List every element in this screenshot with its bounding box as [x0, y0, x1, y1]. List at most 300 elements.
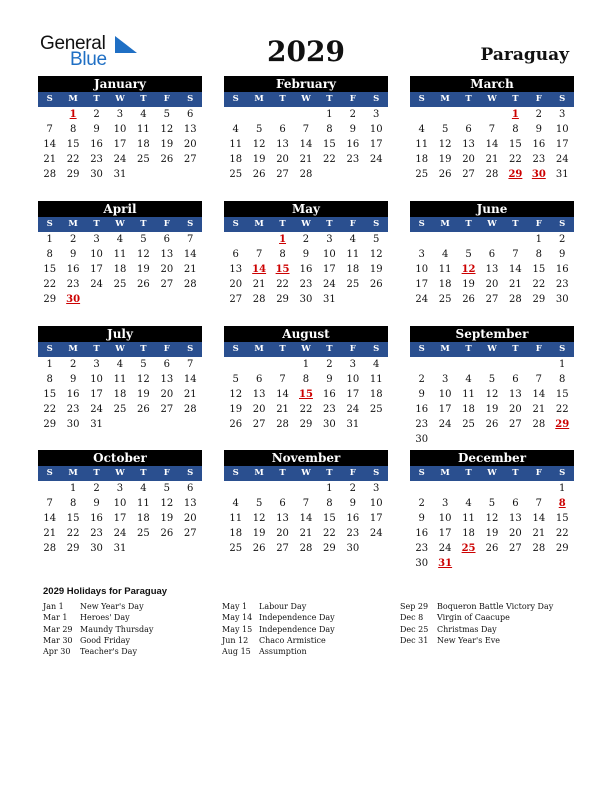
day-grid — [38, 357, 202, 432]
weekday-label: T — [279, 468, 286, 478]
day: 12 — [369, 249, 383, 260]
weekday-label: M — [254, 94, 264, 104]
day: 3 — [116, 109, 124, 120]
weekday-label: M — [68, 94, 78, 104]
day: 28 — [276, 419, 289, 430]
holiday-date: Sep 29 — [400, 602, 429, 611]
day: 21 — [276, 404, 289, 415]
day: 3 — [373, 483, 380, 494]
day: 22 — [66, 154, 80, 165]
day: 23 — [555, 279, 569, 290]
day: 14 — [485, 139, 499, 150]
weekday-label: W — [301, 94, 311, 104]
day: 27 — [160, 404, 174, 415]
weekday-label: T — [465, 468, 472, 478]
day: 4 — [232, 498, 239, 509]
day: 21 — [43, 154, 57, 165]
day: 3 — [441, 374, 449, 385]
empty-day — [247, 232, 270, 247]
day: 22 — [555, 528, 569, 539]
day: 17 — [90, 389, 103, 400]
holiday-day: 8 — [558, 498, 566, 509]
day: 9 — [349, 124, 356, 135]
day: 7 — [302, 498, 310, 509]
empty-day — [433, 481, 456, 496]
day: 18 — [438, 279, 452, 290]
day: 29 — [323, 543, 336, 554]
day: 9 — [93, 498, 100, 509]
day: 7 — [187, 234, 194, 245]
holiday-date: Apr 30 — [43, 647, 71, 657]
day: 15 — [555, 513, 569, 524]
day: 29 — [532, 294, 546, 305]
day: 28 — [252, 294, 266, 305]
weekday-label: M — [68, 344, 78, 354]
day: 22 — [323, 154, 336, 165]
day: 1 — [326, 483, 333, 494]
day: 6 — [279, 124, 286, 135]
day: 16 — [415, 528, 429, 539]
day: 2 — [349, 109, 356, 120]
weekday-label: S — [418, 94, 425, 104]
empty-day — [224, 107, 247, 122]
holiday-row — [222, 624, 392, 635]
country-title: Paraguay — [480, 45, 569, 65]
weekday-label: S — [187, 94, 194, 104]
holiday-day: 15 — [275, 264, 290, 275]
day: 31 — [555, 169, 569, 180]
day: 7 — [255, 249, 263, 260]
day: 9 — [69, 249, 77, 260]
holiday-row — [222, 601, 392, 612]
day: 25 — [438, 294, 452, 305]
holiday-row — [43, 624, 213, 635]
day: 1 — [559, 359, 566, 370]
day: 23 — [299, 279, 313, 290]
weekday-header — [38, 342, 202, 357]
weekday-label: F — [349, 344, 356, 354]
day: 5 — [441, 124, 449, 135]
holiday-date: Aug 15 — [222, 647, 251, 657]
day: 25 — [229, 543, 243, 554]
day-grid — [224, 107, 388, 182]
weekday-label: M — [68, 219, 78, 229]
day: 13 — [462, 139, 475, 150]
day: 12 — [160, 124, 174, 135]
day: 18 — [229, 154, 243, 165]
day: 11 — [462, 389, 475, 400]
day: 20 — [276, 528, 289, 539]
weekday-label: F — [535, 468, 542, 478]
day: 16 — [555, 264, 569, 275]
day: 18 — [113, 389, 127, 400]
weekday-label: T — [465, 94, 472, 104]
empty-day — [224, 481, 247, 496]
day: 4 — [373, 359, 380, 370]
weekday-label: F — [163, 344, 170, 354]
day: 9 — [418, 389, 425, 400]
holiday-date: Dec 31 — [400, 635, 429, 645]
holiday-row — [400, 624, 570, 635]
day: 24 — [323, 279, 336, 290]
day: 2 — [418, 498, 425, 509]
day: 10 — [323, 249, 336, 260]
day: 28 — [532, 543, 546, 554]
holiday-day: 1 — [69, 109, 77, 120]
day: 20 — [183, 513, 197, 524]
holiday-day: 30 — [66, 294, 81, 305]
weekday-label: W — [115, 219, 125, 229]
weekday-label: W — [487, 94, 497, 104]
day: 24 — [369, 528, 383, 539]
day: 1 — [46, 234, 53, 245]
day: 10 — [90, 374, 103, 385]
day: 16 — [346, 513, 360, 524]
weekday-label: S — [559, 344, 566, 354]
weekday-label: M — [440, 94, 450, 104]
day: 28 — [509, 294, 522, 305]
weekday-label: S — [418, 468, 425, 478]
day: 15 — [323, 513, 336, 524]
weekday-label: T — [93, 219, 100, 229]
day-grid — [38, 481, 202, 556]
holiday-day: 29 — [555, 419, 570, 430]
weekday-label: T — [93, 468, 100, 478]
day: 12 — [160, 498, 174, 509]
day: 28 — [485, 169, 499, 180]
day: 15 — [43, 389, 57, 400]
month-august — [224, 326, 388, 432]
day: 2 — [69, 234, 77, 245]
day: 5 — [488, 498, 496, 509]
day: 28 — [532, 419, 546, 430]
day: 5 — [373, 234, 380, 245]
day: 13 — [276, 139, 289, 150]
day: 12 — [137, 374, 150, 385]
empty-day — [410, 481, 433, 496]
weekday-label: F — [535, 94, 542, 104]
holiday-date: Jan 1 — [43, 602, 64, 611]
month-june — [410, 201, 574, 307]
month-title: April — [38, 201, 202, 217]
day: 9 — [69, 374, 77, 385]
day: 7 — [187, 359, 194, 370]
day: 17 — [346, 389, 360, 400]
month-title: May — [224, 201, 388, 217]
day: 7 — [535, 374, 542, 385]
weekday-label: M — [254, 219, 264, 229]
day: 30 — [323, 419, 336, 430]
day: 12 — [137, 249, 150, 260]
day: 16 — [66, 264, 80, 275]
day: 27 — [183, 528, 197, 539]
holiday-name: Boqueron Battle Victory Day — [437, 602, 554, 611]
day: 26 — [485, 419, 499, 430]
day-grid — [224, 481, 388, 556]
day: 14 — [276, 389, 289, 400]
day: 4 — [140, 109, 147, 120]
day: 16 — [346, 139, 360, 150]
empty-day — [294, 107, 317, 122]
day: 23 — [90, 528, 103, 539]
day: 28 — [183, 279, 197, 290]
month-july — [38, 326, 202, 432]
day: 11 — [438, 264, 452, 275]
weekday-label: W — [301, 468, 311, 478]
weekday-label: M — [254, 468, 264, 478]
day: 19 — [462, 279, 475, 290]
day-grid — [38, 107, 202, 182]
day: 20 — [160, 264, 174, 275]
day-grid — [410, 481, 574, 571]
empty-day — [457, 107, 480, 122]
day: 31 — [346, 419, 360, 430]
day: 29 — [66, 543, 80, 554]
day: 21 — [299, 528, 313, 539]
day: 11 — [113, 374, 127, 385]
day: 11 — [113, 249, 127, 260]
holiday-name: Heroes' Day — [80, 613, 130, 623]
holiday-day: 1 — [279, 234, 287, 245]
weekday-label: S — [418, 219, 425, 229]
day: 3 — [559, 109, 566, 120]
day: 25 — [415, 169, 429, 180]
day: 15 — [43, 264, 57, 275]
weekday-label: S — [46, 94, 53, 104]
holiday-day: 31 — [438, 558, 453, 569]
day: 3 — [441, 498, 449, 509]
day: 6 — [512, 498, 519, 509]
day: 25 — [462, 419, 475, 430]
day: 27 — [276, 543, 289, 554]
day: 6 — [163, 234, 170, 245]
weekday-label: S — [373, 344, 380, 354]
empty-day — [504, 481, 527, 496]
day: 9 — [349, 498, 356, 509]
weekday-label: T — [326, 219, 333, 229]
day: 25 — [113, 279, 127, 290]
day: 23 — [346, 154, 360, 165]
empty-day — [38, 107, 61, 122]
day: 29 — [43, 294, 57, 305]
weekday-label: T — [279, 219, 286, 229]
weekday-label: W — [115, 468, 125, 478]
day: 11 — [137, 498, 150, 509]
day: 8 — [512, 124, 519, 135]
weekday-header — [224, 92, 388, 107]
day: 8 — [46, 374, 53, 385]
weekday-header — [38, 466, 202, 481]
day: 7 — [535, 498, 542, 509]
day: 6 — [465, 124, 472, 135]
day: 20 — [462, 154, 475, 165]
day: 25 — [229, 169, 243, 180]
day: 25 — [346, 279, 360, 290]
empty-day — [38, 481, 61, 496]
day: 23 — [90, 154, 103, 165]
day: 4 — [232, 124, 239, 135]
day: 6 — [187, 483, 194, 494]
day: 11 — [137, 124, 150, 135]
day: 23 — [346, 528, 360, 539]
month-november — [224, 450, 388, 556]
weekday-label: M — [440, 219, 450, 229]
weekday-label: S — [46, 219, 53, 229]
day: 21 — [532, 528, 546, 539]
day: 30 — [415, 434, 429, 445]
day: 26 — [137, 279, 150, 290]
day: 9 — [93, 124, 100, 135]
day: 16 — [90, 139, 103, 150]
empty-day — [224, 232, 247, 247]
weekday-header — [410, 92, 574, 107]
weekday-label: F — [349, 468, 356, 478]
empty-day — [247, 107, 270, 122]
day: 28 — [299, 169, 313, 180]
weekday-label: T — [140, 94, 147, 104]
holiday-date: May 14 — [222, 613, 253, 623]
empty-day — [527, 357, 550, 372]
day: 6 — [488, 249, 496, 260]
day: 13 — [509, 389, 522, 400]
weekday-label: M — [440, 344, 450, 354]
day: 9 — [418, 513, 425, 524]
weekday-label: W — [301, 219, 311, 229]
day: 21 — [532, 404, 546, 415]
weekday-label: T — [279, 344, 286, 354]
empty-day — [271, 107, 294, 122]
day: 30 — [346, 543, 360, 554]
day: 8 — [46, 249, 53, 260]
day: 31 — [323, 294, 336, 305]
day: 10 — [113, 498, 127, 509]
day: 8 — [279, 249, 286, 260]
day: 6 — [512, 374, 519, 385]
logo-text-blue: Blue — [70, 49, 107, 70]
empty-day — [433, 107, 456, 122]
weekday-label: F — [349, 219, 356, 229]
day: 20 — [276, 154, 289, 165]
weekday-label: F — [535, 219, 542, 229]
holiday-name: New Year's Day — [80, 602, 144, 611]
weekday-label: T — [512, 344, 519, 354]
holiday-row — [222, 612, 392, 623]
weekday-label: S — [373, 219, 380, 229]
day: 9 — [326, 374, 333, 385]
holiday-row — [222, 635, 392, 646]
day: 26 — [462, 294, 475, 305]
holiday-name: Virgin of Caacupe — [437, 613, 510, 623]
holiday-name: Teacher's Day — [80, 647, 137, 657]
day: 16 — [90, 513, 103, 524]
day: 18 — [137, 513, 150, 524]
month-may — [224, 201, 388, 307]
holiday-name: Assumption — [259, 647, 307, 657]
day: 13 — [183, 124, 197, 135]
day: 9 — [535, 124, 542, 135]
day: 18 — [462, 404, 475, 415]
day: 7 — [488, 124, 496, 135]
day: 17 — [90, 264, 103, 275]
weekday-label: S — [46, 468, 53, 478]
day: 20 — [252, 404, 266, 415]
weekday-label: S — [559, 468, 566, 478]
day: 26 — [160, 154, 174, 165]
day: 1 — [535, 234, 542, 245]
day: 16 — [323, 389, 336, 400]
day: 23 — [415, 543, 429, 554]
holiday-date: May 15 — [222, 624, 253, 634]
day: 12 — [438, 139, 452, 150]
day: 26 — [369, 279, 383, 290]
day: 19 — [229, 404, 243, 415]
logo-text-general: General — [40, 33, 106, 54]
day: 1 — [326, 109, 333, 120]
weekday-label: T — [93, 344, 100, 354]
month-january — [38, 76, 202, 182]
day: 5 — [255, 498, 263, 509]
month-title: September — [410, 326, 574, 342]
day: 19 — [137, 264, 150, 275]
day: 19 — [485, 404, 499, 415]
empty-day — [247, 481, 270, 496]
day: 10 — [90, 249, 103, 260]
day: 21 — [43, 528, 57, 539]
day: 8 — [535, 249, 542, 260]
month-title: August — [224, 326, 388, 342]
day: 5 — [163, 483, 170, 494]
day: 4 — [465, 498, 472, 509]
holiday-date: Jun 12 — [222, 635, 249, 645]
day: 21 — [299, 154, 313, 165]
weekday-label: T — [465, 219, 472, 229]
day-grid — [224, 232, 388, 307]
day: 14 — [183, 374, 197, 385]
day: 12 — [485, 389, 499, 400]
day: 1 — [559, 483, 566, 494]
day: 5 — [232, 374, 239, 385]
holiday-name: Independence Day — [259, 624, 335, 634]
day: 9 — [559, 249, 566, 260]
day: 2 — [559, 234, 566, 245]
day: 11 — [415, 139, 429, 150]
day: 12 — [229, 389, 243, 400]
day: 21 — [485, 154, 499, 165]
holiday-column — [43, 601, 213, 657]
weekday-label: M — [440, 468, 450, 478]
empty-day — [504, 357, 527, 372]
holiday-day: 30 — [531, 169, 546, 180]
day: 14 — [43, 139, 57, 150]
holiday-name: Labour Day — [259, 602, 307, 611]
day: 18 — [229, 528, 243, 539]
holiday-row — [43, 601, 213, 612]
day: 16 — [299, 264, 313, 275]
day: 6 — [232, 249, 239, 260]
day: 9 — [302, 249, 310, 260]
day: 17 — [113, 513, 127, 524]
day: 19 — [369, 264, 383, 275]
weekday-label: S — [46, 344, 53, 354]
empty-day — [224, 357, 247, 372]
day: 23 — [66, 279, 80, 290]
day: 29 — [43, 419, 57, 430]
day: 29 — [276, 294, 289, 305]
empty-day — [457, 357, 480, 372]
month-title: June — [410, 201, 574, 217]
holiday-name: Independence Day — [259, 613, 335, 623]
day: 20 — [229, 279, 243, 290]
